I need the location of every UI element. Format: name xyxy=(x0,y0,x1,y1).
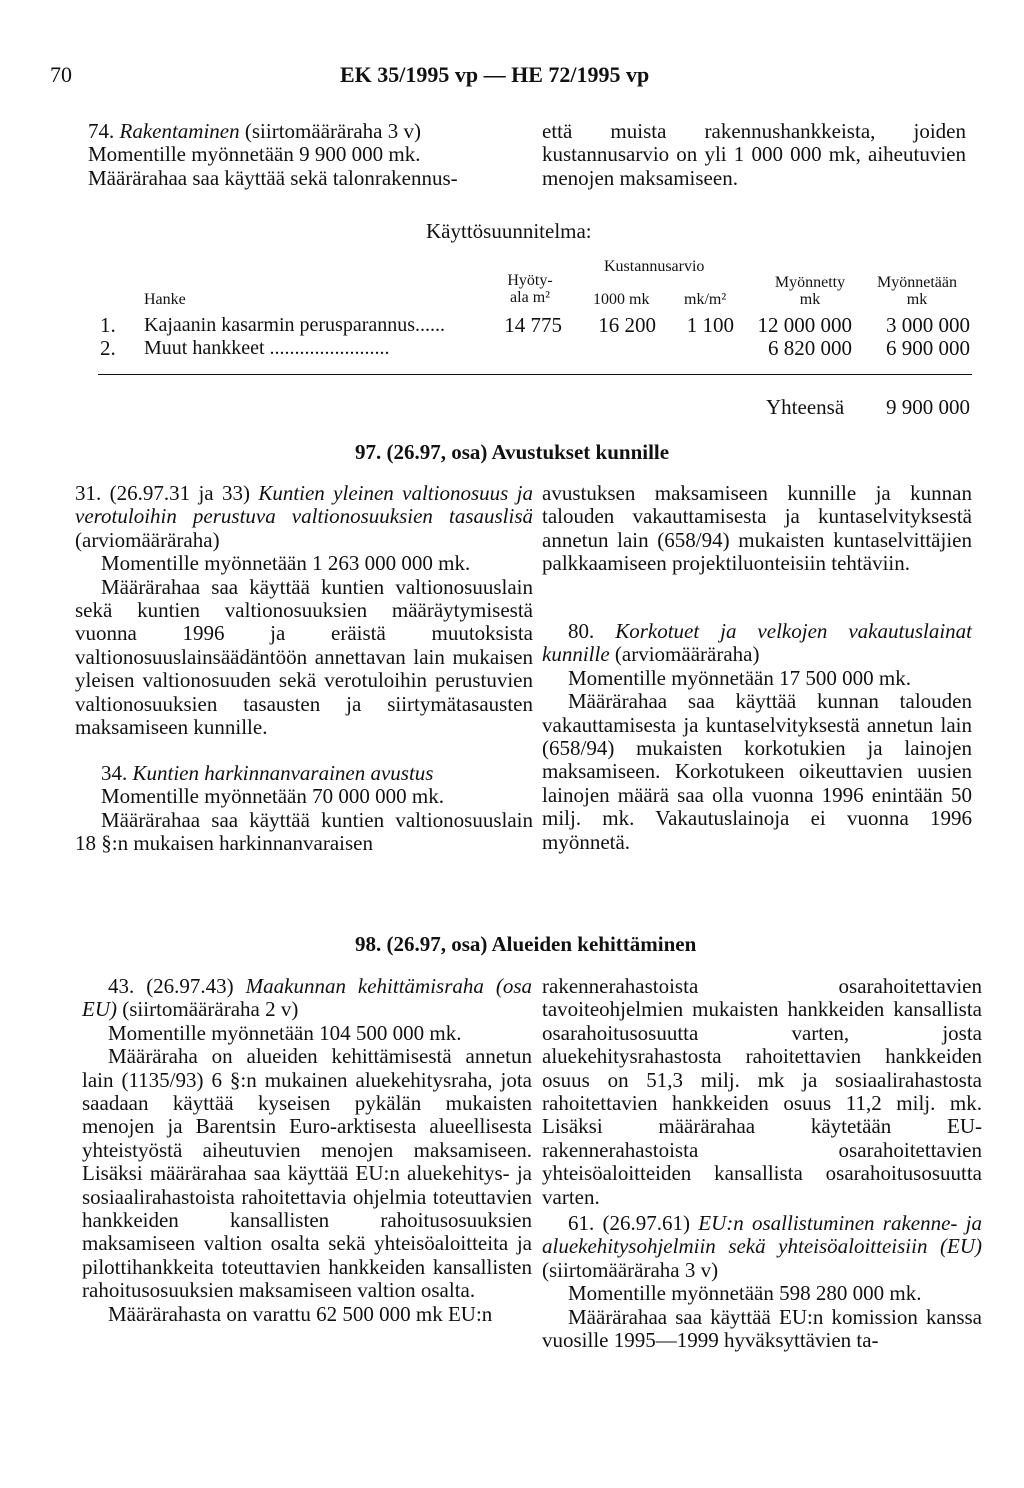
col-myonnetaan: Myönnetään mk xyxy=(877,274,957,308)
section-43-continued: rakennerahastoista osarahoitettavien tavoiteohjelmien mukaisten hankkeiden kansallista osarahoitusosuutta varten, josta aluekehitysrahastosta rahoitettavien hankkeiden osuus on 51,3 milj. mk ja sosiaalirahastosta rahoitettavien hankkeiden osuus 11,2 milj. mk. Lisäksi määrärahaa käytetään EU-rakennerahastoista osarahoitettavien yhteisöaloitteiden kansallista osarahoitusosuutta varten. xyxy=(542,974,982,1209)
section-31-title: 31. (26.97.31 ja 33) Kuntien yleinen valtionosuus ja verotuloihin perustuva valtionosuuksien tasauslisä (arviomääräraha) xyxy=(75,481,533,552)
section-74-amount: Momentille myönnetään 9 900 000 mk. xyxy=(88,142,421,167)
col-hyoty: Hyöty- ala m² xyxy=(507,272,553,306)
section-61-amount: Momentille myönnetään 598 280 000 mk. xyxy=(568,1281,922,1306)
total-label: Yhteensä xyxy=(766,395,845,419)
section-61 xyxy=(542,1212,982,1352)
section-61-text: Määrärahaa saa käyttää EU:n komission kanssa vuosille 1995—1999 hyväksyttävien ta- xyxy=(542,1304,982,1353)
section-34-continued: avustuksen maksamiseen kunnille ja kunnan talouden vakauttamisesta ja kuntaselvityksestä annetun lain (658/94) mukaisten kuntaselvittäjien palkkaamiseen projektiluonteisiin tehtäviin. xyxy=(542,481,972,576)
row-1-myonnetaan: 3 000 000 xyxy=(886,313,970,337)
row-1-name: Kajaanin kasarmin perusparannus...... xyxy=(144,314,446,336)
section-61-title: 61. (26.97.61) EU:n osallistuminen rakenne- ja aluekehitysohjelmiin sekä yhteisöaloitteisiin (EU) (siirtomääräraha 3 v) xyxy=(542,1211,982,1282)
section-80-title: 80. Korkotuet ja velkojen vakautuslainat kunnille (arviomääräraha) xyxy=(542,619,972,667)
section-31 xyxy=(75,482,533,739)
section-74-title: 74. Rakentaminen (siirtomääräraha 3 v) xyxy=(88,119,421,143)
row-2-myonnetaan: 6 900 000 xyxy=(886,336,970,360)
row-1-hyoty: 14 775 xyxy=(504,313,562,337)
section-43 xyxy=(82,975,532,1326)
row-2-num: 2. xyxy=(100,336,116,360)
row-1-num: 1. xyxy=(100,313,116,337)
row-2-myonnetty: 6 820 000 xyxy=(768,336,852,360)
plan-title: Käyttösuunnitelma: xyxy=(426,219,592,243)
heading-97: 97. (26.97, osa) Avustukset kunnille xyxy=(355,440,670,464)
section-74-left xyxy=(88,120,528,190)
section-74-text-left: Määrärahaa saa käyttää sekä talonrakennus- xyxy=(88,165,458,190)
section-31-amount: Momentille myönnetään 1 263 000 000 mk. xyxy=(101,551,471,576)
section-43-text-1: Määräraha on alueiden kehittämisestä annetun lain (1135/93) 6 §:n mukainen aluekehitysraha, jota saadaan käyttää kyseisen pykälän mukaisten menojen ja Barentsin Euro-arktisesta alueellisesta yhteistyöstä aiheutuvien menojen maksamiseen. Lisäksi määrärahaa saa käyttää EU:n aluekehitys- ja sosiaalirahastoista rahoitettavia ohjelmia toteuttavien hankkeiden kansallisten rahoitusosuuksien maksamiseen valtion osalta sekä yhteisöaloitteita ja pilottihankkeita toteuttavien hankkeiden kansallisten rahoitusosuuksien maksamiseen valtion osalta. xyxy=(82,1044,532,1303)
col-myonnetty: Myönnetty mk xyxy=(774,274,846,308)
row-1-myonnetty: 12 000 000 xyxy=(757,313,852,337)
section-43-text-2: Määrärahasta on varattu 62 500 000 mk EU:n xyxy=(108,1301,493,1326)
col-hanke: Hanke xyxy=(144,291,186,308)
row-1-1000mk: 16 200 xyxy=(598,313,656,337)
heading-98: 98. (26.97, osa) Alueiden kehittäminen xyxy=(355,932,697,956)
section-43-title: 43. (26.97.43) Maakunnan kehittämisraha (osa EU) (siirtomääräraha 2 v) xyxy=(82,974,532,1022)
section-34-amount: Momentille myönnetään 70 000 000 mk. xyxy=(101,784,444,809)
page-number: 70 xyxy=(50,62,72,87)
col-kustannusarvio: Kustannusarvio xyxy=(604,258,705,275)
table-rule xyxy=(98,374,972,375)
page-header-title: EK 35/1995 vp — HE 72/1995 vp xyxy=(340,62,650,87)
section-34 xyxy=(75,762,533,856)
row-1-mkm2: 1 100 xyxy=(686,313,734,337)
col-1000mk: 1000 mk xyxy=(593,291,650,308)
section-80-text: Määrärahaa saa käyttää kunnan talouden vakauttamisesta ja kuntaselvityksestä annetun lain (658/94) mukaisten korkotukien ja lainojen maksamiseen. Korkotukeen oikeuttavien uusien lainojen määrä saa olla vuonna 1996 enintään 50 milj. mk. Vakautuslainoja ei vuonna 1996 myönnetä. xyxy=(542,689,972,854)
section-43-amount: Momentille myönnetään 104 500 000 mk. xyxy=(108,1020,462,1045)
total-value: 9 900 000 xyxy=(886,395,970,419)
section-34-title: 34. Kuntien harkinnanvarainen avustus xyxy=(101,761,434,785)
section-80 xyxy=(542,620,972,854)
row-2-name: Muut hankkeet ........................ xyxy=(144,337,390,359)
section-80-amount: Momentille myönnetään 17 500 000 mk. xyxy=(568,665,911,690)
section-31-text: Määrärahaa saa käyttää kuntien valtionosuuslain sekä kuntien valtionosuuksien määräytymisestä vuonna 1996 ja eräistä muutoksista valtionosuuslainsäädäntöön annettavan lain mukaisen yleisen valtionosuuden sekä verotuloihin perustuvien valtionosuuksien tasausten ja siirtymätasausten maksamiseen kunnille. xyxy=(75,574,533,740)
section-74-text-right: että muista rakennushankkeista, joiden kustannusarvio on yli 1 000 000 mk, aiheutuvien menojen maksamiseen. xyxy=(542,119,966,190)
col-mkm2: mk/m² xyxy=(684,291,727,308)
section-34-text: Määrärahaa saa käyttää kuntien valtionosuuslain 18 §:n mukaisen harkinnanvaraisen xyxy=(75,807,533,856)
